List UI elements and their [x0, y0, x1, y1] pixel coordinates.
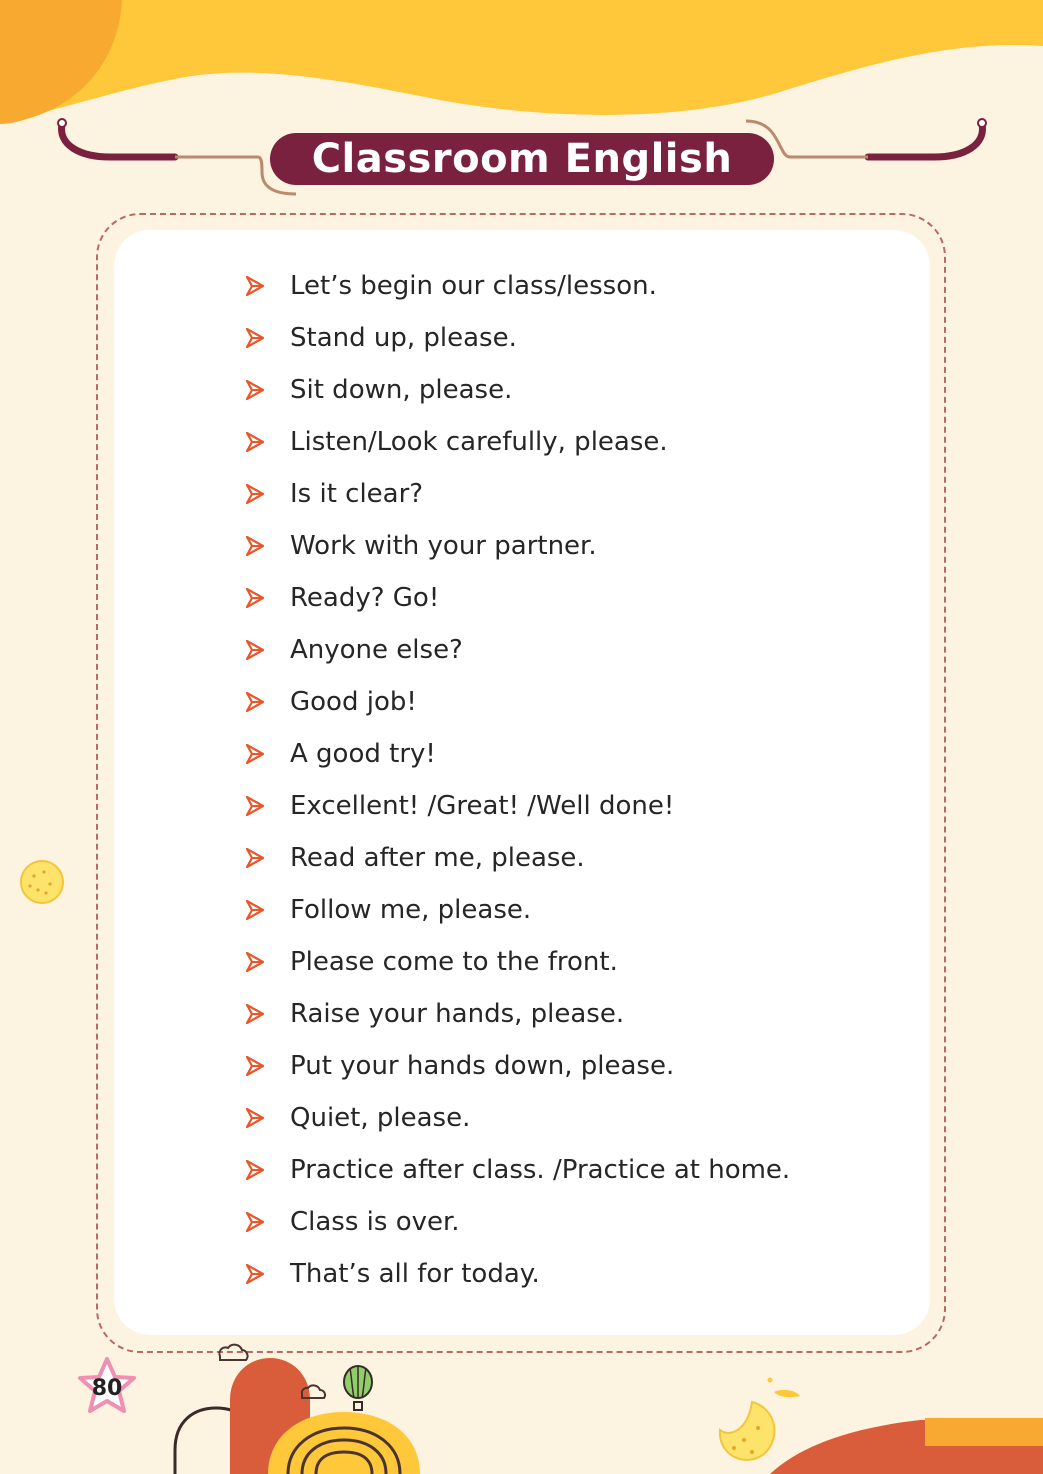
phrase-text: Is it clear?	[290, 479, 424, 509]
list-item	[246, 624, 790, 676]
arrowhead-bullet-icon	[246, 1092, 290, 1144]
list-item	[246, 468, 790, 520]
list-item	[246, 1196, 790, 1248]
arrowhead-bullet-icon	[246, 832, 290, 884]
phrase-text: Class is over.	[290, 1207, 460, 1237]
arrowhead-bullet-icon	[246, 520, 290, 572]
list-item	[246, 728, 790, 780]
arrowhead-bullet-icon	[246, 780, 290, 832]
page-number: 80	[91, 1376, 123, 1401]
arrowhead-bullet-icon	[246, 676, 290, 728]
phrase-text: Raise your hands, please.	[290, 999, 625, 1029]
phrase-text: Sit down, please.	[290, 375, 513, 405]
arrowhead-bullet-icon	[246, 1248, 290, 1300]
phrase-text: Put your hands down, please.	[290, 1051, 675, 1081]
arrowhead-bullet-icon	[246, 364, 290, 416]
arrowhead-bullet-icon	[246, 260, 290, 312]
arrowhead-bullet-icon	[246, 312, 290, 364]
phrase-text: Follow me, please.	[290, 895, 532, 925]
phrase-text: A good try!	[290, 739, 436, 769]
arrowhead-bullet-icon	[246, 884, 290, 936]
list-item	[246, 676, 790, 728]
phrase-text: Stand up, please.	[290, 323, 517, 353]
list-item	[246, 1040, 790, 1092]
arrowhead-bullet-icon	[246, 572, 290, 624]
list-item	[246, 988, 790, 1040]
list-item	[246, 416, 790, 468]
list-item	[246, 312, 790, 364]
list-item	[246, 1092, 790, 1144]
arrowhead-bullet-icon	[246, 416, 290, 468]
arrowhead-bullet-icon	[246, 988, 290, 1040]
phrase-text: Good job!	[290, 687, 417, 717]
list-item	[246, 780, 790, 832]
phrase-text: Anyone else?	[290, 635, 463, 665]
phrase-text: Quiet, please.	[290, 1103, 471, 1133]
list-item	[246, 1144, 790, 1196]
list-item	[246, 260, 790, 312]
phrase-text: Let’s begin our class/lesson.	[290, 271, 657, 301]
arrowhead-bullet-icon	[246, 1196, 290, 1248]
phrase-text: Excellent! /Great! /Well done!	[290, 791, 675, 821]
arrowhead-bullet-icon	[246, 936, 290, 988]
list-item	[246, 364, 790, 416]
arrowhead-bullet-icon	[246, 1144, 290, 1196]
list-item	[246, 832, 790, 884]
phrase-list	[246, 260, 790, 1300]
phrase-text: Listen/Look carefully, please.	[290, 427, 668, 457]
phrase-text: Read after me, please.	[290, 843, 585, 873]
list-item	[246, 1248, 790, 1300]
arrowhead-bullet-icon	[246, 624, 290, 676]
phrase-text: Work with your partner.	[290, 531, 597, 561]
title-banner	[270, 133, 774, 185]
phrase-text: Please come to the front.	[290, 947, 618, 977]
phrase-text: Ready? Go!	[290, 583, 440, 613]
phrase-text: That’s all for today.	[290, 1259, 540, 1289]
list-item	[246, 936, 790, 988]
phrase-text: Practice after class. /Practice at home.	[290, 1155, 791, 1185]
list-item	[246, 572, 790, 624]
list-item	[246, 520, 790, 572]
arrowhead-bullet-icon	[246, 468, 290, 520]
list-item	[246, 884, 790, 936]
arrowhead-bullet-icon	[246, 728, 290, 780]
arrowhead-bullet-icon	[246, 1040, 290, 1092]
page-title: Classroom English	[311, 136, 733, 182]
